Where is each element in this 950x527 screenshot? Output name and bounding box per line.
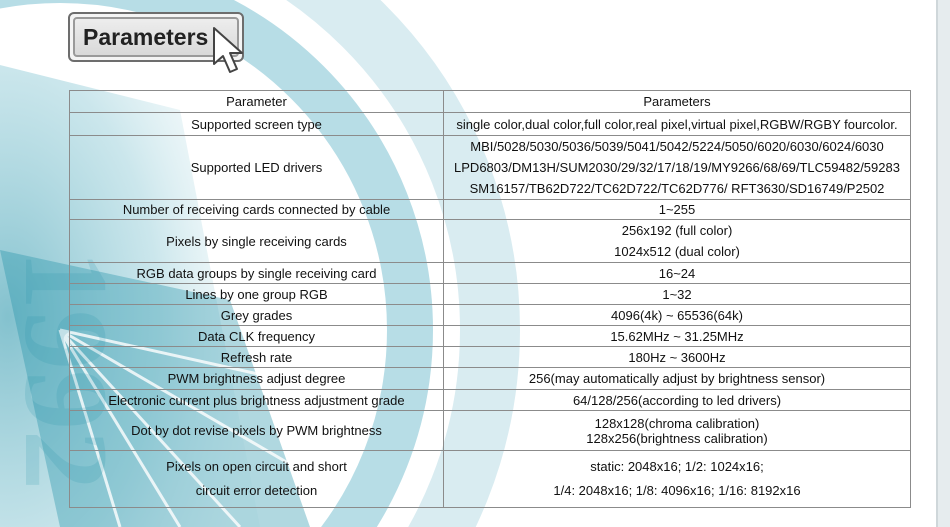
column-header-parameter: Parameter	[70, 91, 444, 113]
param-label: PWM brightness adjust degree	[70, 368, 444, 390]
label-line: Pixels on open circuit and short	[166, 459, 347, 474]
param-value: 1~32	[444, 284, 911, 305]
param-value: 64/128/256(according to led drivers)	[444, 390, 911, 411]
table-row	[70, 305, 911, 326]
table-row	[70, 284, 911, 305]
table-row	[70, 390, 911, 411]
param-label	[70, 451, 444, 508]
table-row	[70, 220, 911, 263]
param-value	[444, 220, 911, 263]
value-line: 128x256(brightness calibration)	[586, 430, 768, 446]
param-value	[444, 411, 911, 451]
table-row	[70, 113, 911, 136]
value-line: LPD6803/DM13H/SUM2030/29/32/17/18/19/MY9266/68/69/TLC59482/59283	[454, 160, 900, 175]
param-label: Refresh rate	[70, 347, 444, 368]
param-label: Grey grades	[70, 305, 444, 326]
param-label: Electronic current plus brightness adjustment grade	[70, 390, 444, 411]
table-row	[70, 326, 911, 347]
window-edge	[936, 0, 950, 527]
table-row	[70, 200, 911, 220]
watermark-year: 1992	[0, 250, 133, 490]
param-label: Data CLK frequency	[70, 326, 444, 347]
table-row	[70, 451, 911, 508]
value-line: 1024x512 (dual color)	[614, 244, 740, 259]
table-header-row	[70, 91, 911, 113]
table-row	[70, 136, 911, 200]
column-header-parameters: Parameters	[444, 91, 911, 113]
page-title: Parameters	[73, 17, 239, 57]
param-value	[444, 451, 911, 508]
param-value: single color,dual color,full color,real pixel,virtual pixel,RGBW/RGBY fourcolor.	[444, 113, 911, 136]
param-value: 16~24	[444, 263, 911, 284]
param-label: Number of receiving cards connected by cable	[70, 200, 444, 220]
table-row	[70, 263, 911, 284]
value-line: SM16157/TB62D722/TC62D722/TC62D776/ RFT3630/SD16749/P2502	[469, 181, 885, 196]
value-line: 1/4: 2048x16; 1/8: 4096x16; 1/16: 8192x16	[553, 483, 801, 498]
param-value: 15.62MHz ~ 31.25MHz	[444, 326, 911, 347]
param-value: 180Hz ~ 3600Hz	[444, 347, 911, 368]
param-label: Pixels by single receiving cards	[70, 220, 444, 263]
param-value: 1~255	[444, 200, 911, 220]
value-line: 128x128(chroma calibration)	[594, 415, 760, 431]
value-line: 256x192 (full color)	[621, 223, 733, 238]
label-line: circuit error detection	[195, 483, 318, 498]
param-label: Dot by dot revise pixels by PWM brightness	[70, 411, 444, 451]
param-label: Lines by one group RGB	[70, 284, 444, 305]
param-label: Supported screen type	[70, 113, 444, 136]
table-row	[70, 411, 911, 451]
param-label: RGB data groups by single receiving card	[70, 263, 444, 284]
param-value	[444, 136, 911, 200]
table-row	[70, 368, 911, 390]
value-line: MBI/5028/5030/5036/5039/5041/5042/5224/5050/6020/6030/6024/6030	[470, 139, 884, 154]
mouse-cursor-icon	[212, 26, 250, 76]
parameters-table	[69, 90, 911, 508]
value-line: static: 2048x16; 1/2: 1024x16;	[590, 459, 764, 474]
param-value: 256(may automatically adjust by brightness sensor)	[444, 368, 911, 390]
table-row	[70, 347, 911, 368]
param-label: Supported LED drivers	[70, 136, 444, 200]
param-value: 4096(4k) ~ 65536(64k)	[444, 305, 911, 326]
